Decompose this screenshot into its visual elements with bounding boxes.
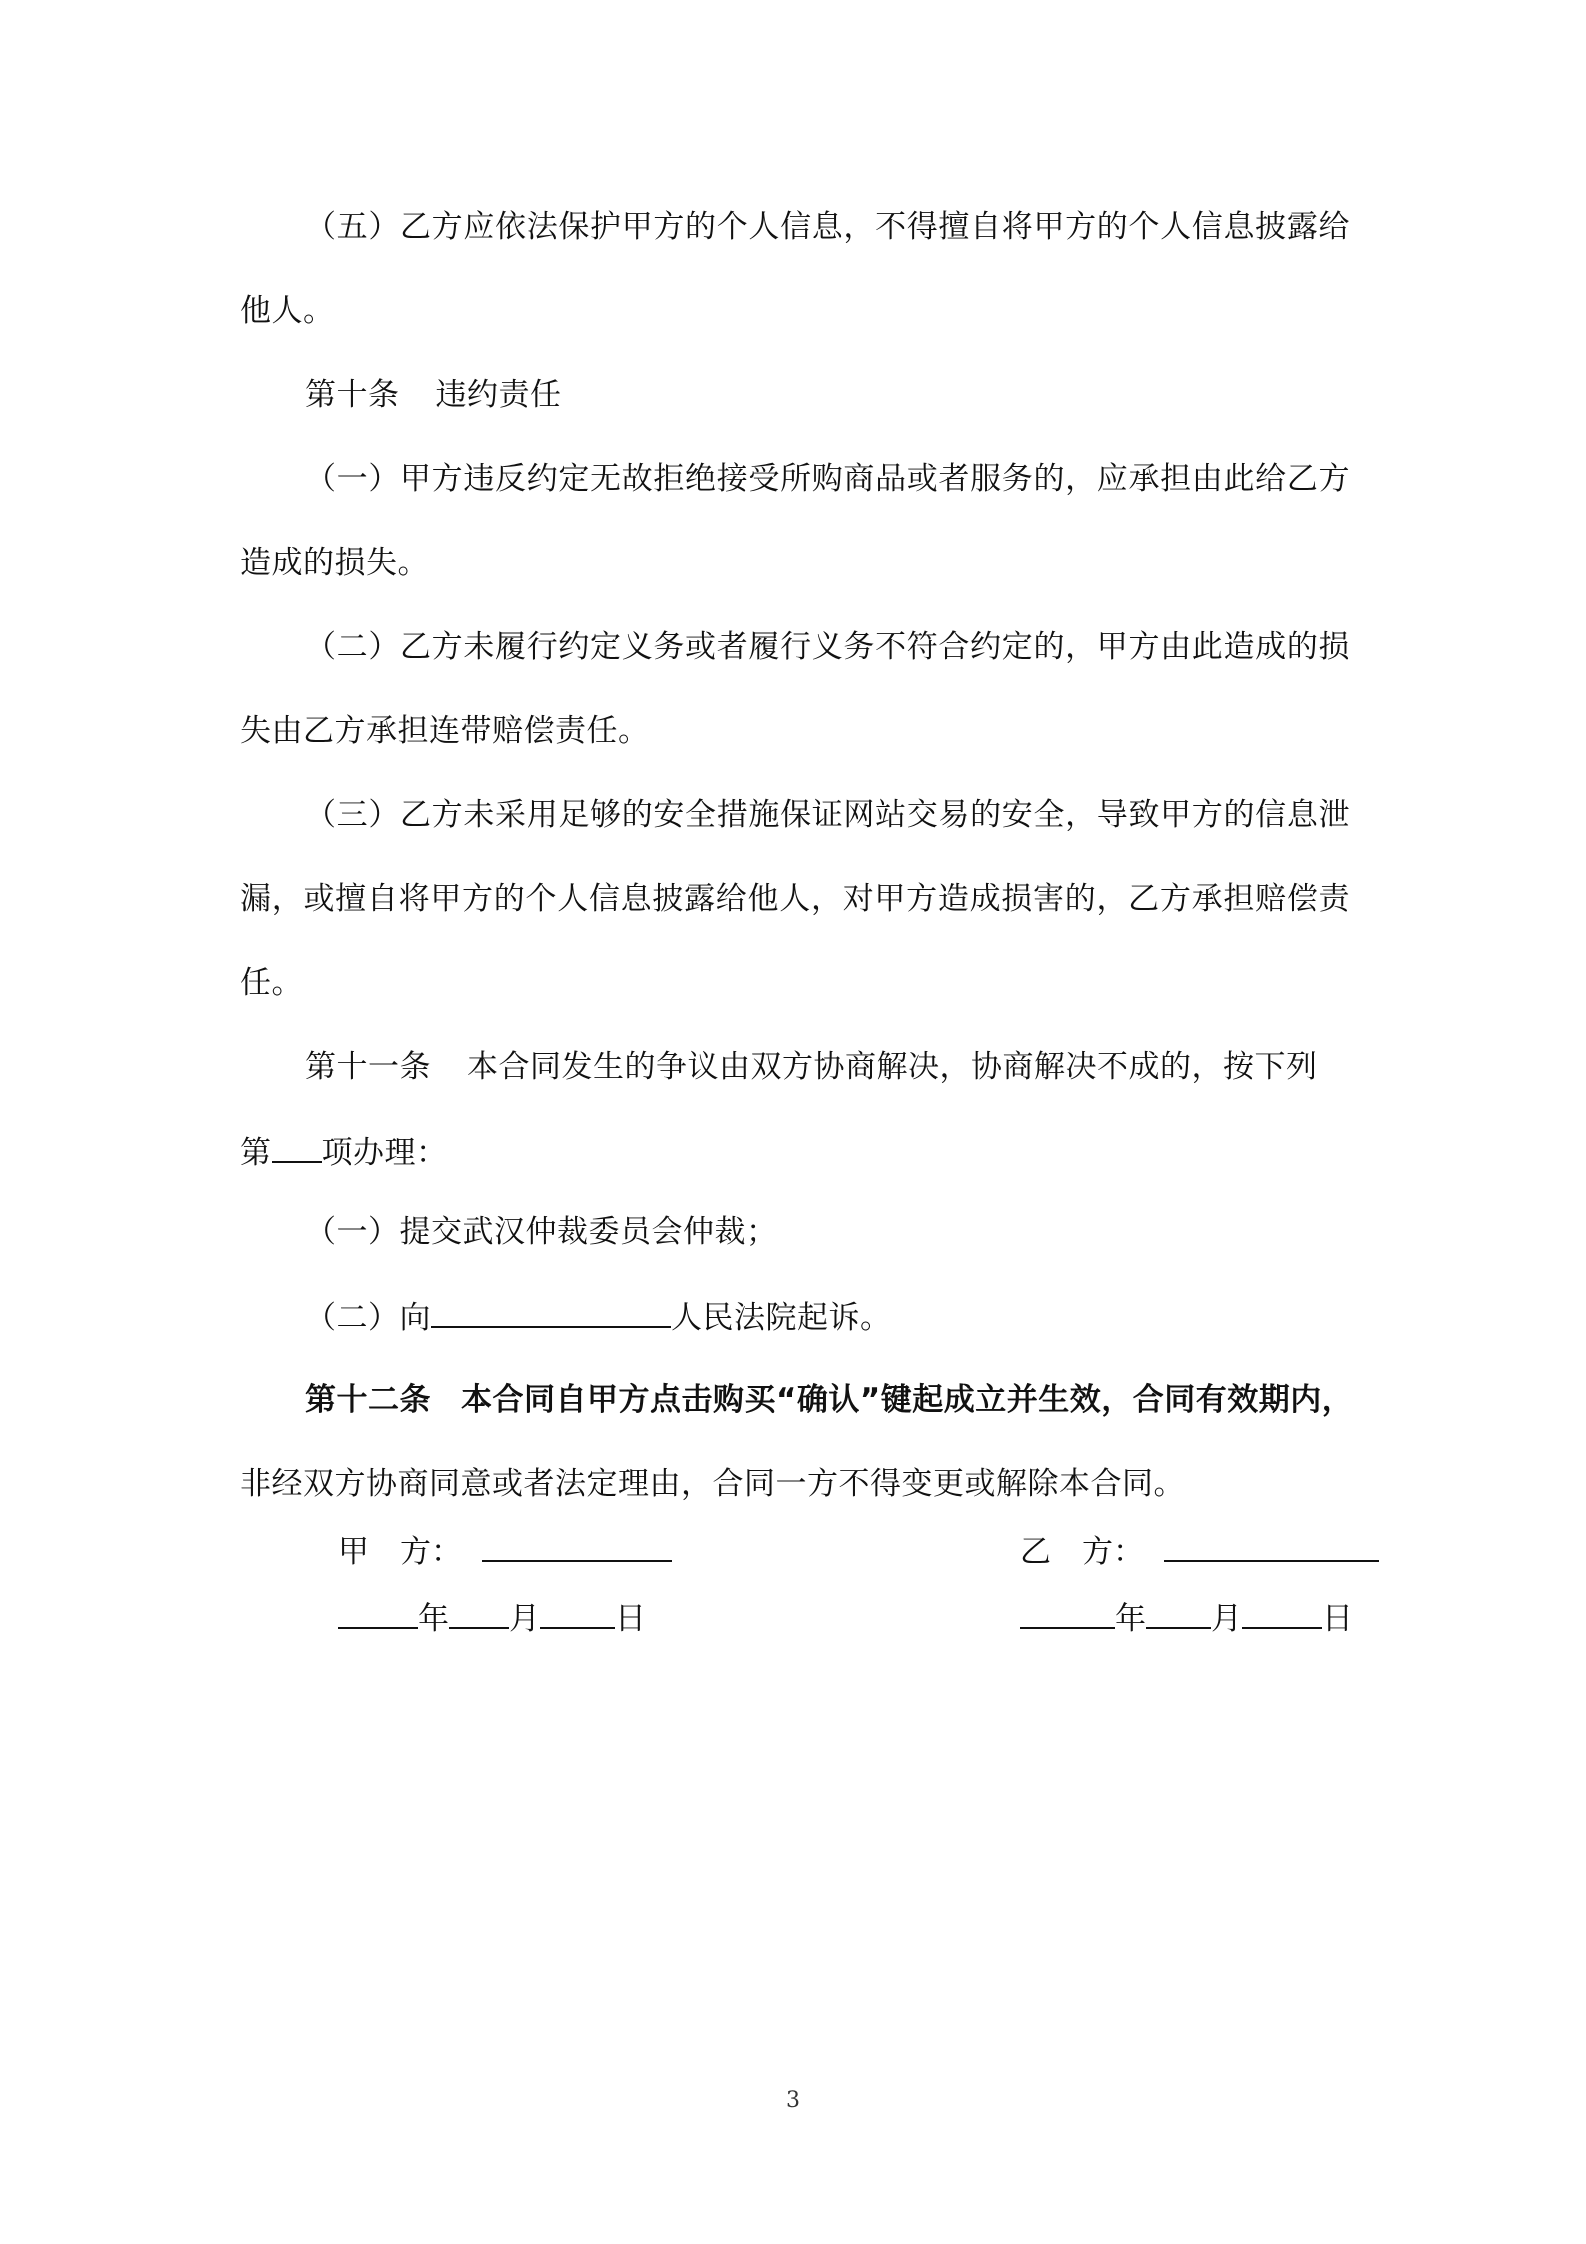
- party-a-signature: [338, 1530, 672, 1572]
- party-a-day-blank[interactable]: [540, 1597, 615, 1629]
- party-a-name-blank[interactable]: [482, 1530, 672, 1562]
- paragraph-5-line-2: 他人。: [240, 293, 335, 329]
- party-a-date: [338, 1597, 646, 1639]
- party-a-year-blank[interactable]: [338, 1597, 418, 1629]
- page-number: 3: [786, 2088, 800, 2113]
- clause-10-2-line-2: 失由乙方承担连带赔偿责任。: [240, 713, 650, 749]
- party-b-name-blank[interactable]: [1164, 1530, 1379, 1562]
- clause-10-3-line-3: 任。: [240, 965, 303, 1001]
- article-10-number: 第十条: [305, 377, 400, 413]
- month-label: 月: [1211, 1601, 1242, 1637]
- party-b-month-blank[interactable]: [1146, 1597, 1211, 1629]
- month-label: 月: [509, 1601, 540, 1637]
- day-label: 日: [615, 1601, 646, 1637]
- party-b-label: 乙 方：: [1020, 1534, 1144, 1570]
- article-11-suffix: 项办理：: [321, 1135, 448, 1171]
- clause-10-1-line-1: （一）甲方违反约定无故拒绝接受所购商品或者服务的，应承担由此给乙方: [305, 461, 1350, 497]
- court-name-blank[interactable]: [431, 1296, 671, 1328]
- paragraph-5-line-1: （五）乙方应依法保护甲方的个人信息，不得擅自将甲方的个人信息披露给: [305, 209, 1350, 245]
- article-11-number: 第十一条: [305, 1049, 431, 1085]
- party-b-date: [1020, 1597, 1353, 1639]
- clause-10-1-line-2: 造成的损失。: [240, 545, 429, 581]
- party-b-day-blank[interactable]: [1242, 1597, 1322, 1629]
- option-number-blank[interactable]: [272, 1131, 322, 1163]
- article-11-prefix: 第: [240, 1135, 272, 1171]
- clause-11-2-prefix: （二）向: [305, 1300, 431, 1336]
- day-label: 日: [1322, 1601, 1353, 1637]
- article-12-line-1: [305, 1380, 1353, 1420]
- clause-10-2-line-1: （二）乙方未履行约定义务或者履行义务不符合约定的，甲方由此造成的损: [305, 629, 1350, 665]
- party-b-year-blank[interactable]: [1020, 1597, 1115, 1629]
- party-b-signature: [1020, 1530, 1379, 1572]
- year-label: 年: [418, 1601, 449, 1637]
- year-label: 年: [1115, 1601, 1146, 1637]
- clause-11-1: （一）提交武汉仲裁委员会仲裁；: [305, 1214, 778, 1250]
- clause-11-2-suffix: 人民法院起诉。: [671, 1300, 892, 1336]
- clause-11-2: [305, 1296, 892, 1338]
- article-11-line-2: [240, 1131, 448, 1173]
- article-10-heading: [305, 375, 562, 415]
- article-12-text: 本合同自甲方点击购买“确认”键起成立并生效，合同有效期内，: [461, 1382, 1354, 1418]
- article-12-number: 第十二条: [305, 1382, 431, 1418]
- clause-10-3-line-2: 漏，或擅自将甲方的个人信息披露给他人，对甲方造成损害的，乙方承担赔偿责: [240, 881, 1350, 917]
- party-a-label: 甲 方：: [338, 1534, 462, 1570]
- article-11-line-1: [305, 1047, 1350, 1087]
- clause-10-3-line-1: （三）乙方未采用足够的安全措施保证网站交易的安全，导致甲方的信息泄: [305, 797, 1350, 833]
- article-11-text: 本合同发生的争议由双方协商解决，协商解决不成的，按下列: [467, 1049, 1318, 1085]
- article-10-title: 违约责任: [435, 377, 562, 413]
- party-a-month-blank[interactable]: [449, 1597, 509, 1629]
- article-12-line-2: 非经双方协商同意或者法定理由，合同一方不得变更或解除本合同。: [240, 1466, 1185, 1502]
